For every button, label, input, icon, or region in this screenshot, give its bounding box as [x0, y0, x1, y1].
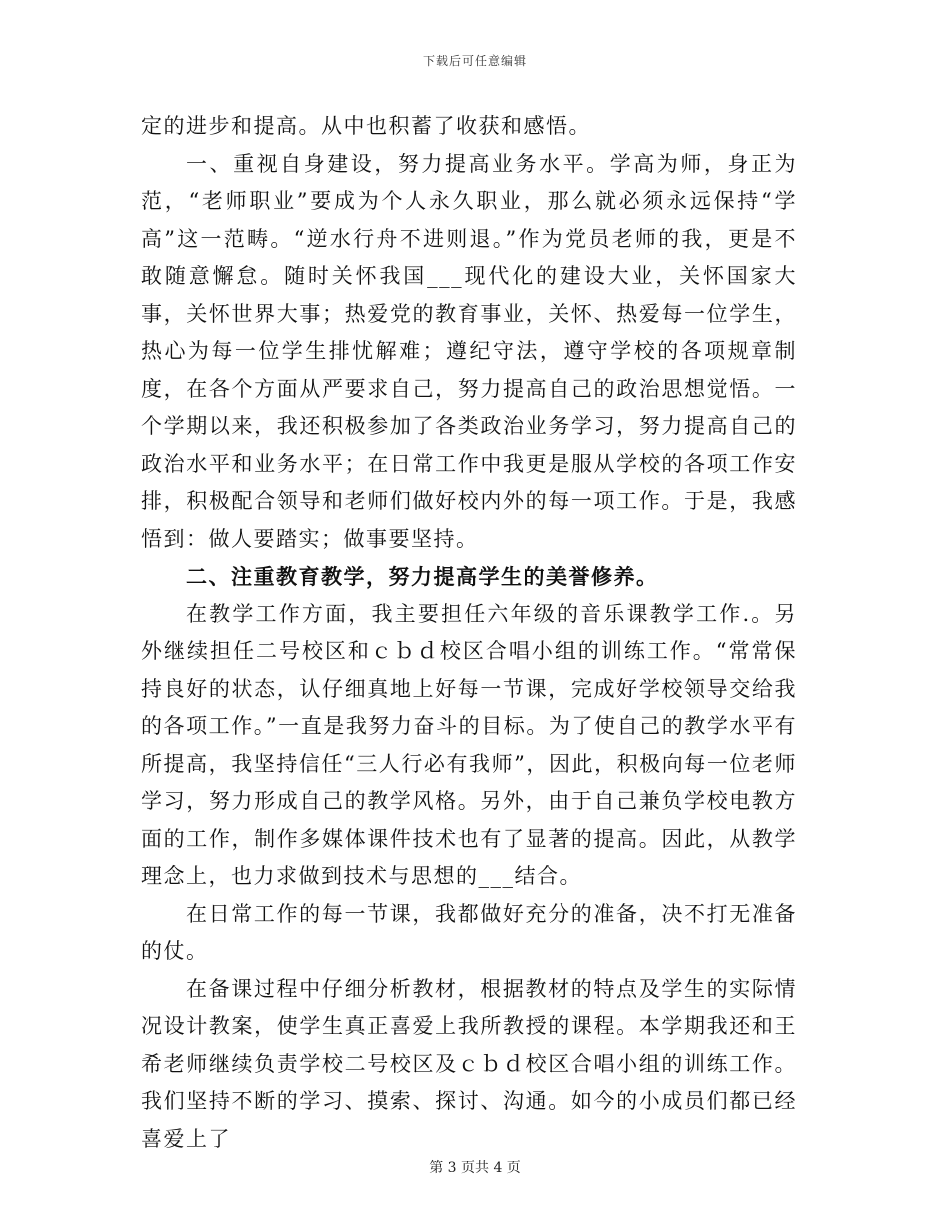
page-header: 下载后可任意编辑 [422, 54, 527, 68]
page-footer: 第 3 页共 4 页 [429, 1160, 521, 1176]
paragraph-continuation: 定的进步和提高。从中也积蓄了收获和感悟。 [141, 114, 591, 138]
document-body [141, 108, 797, 1158]
paragraph-daily-lessons: 在日常工作的每一节课，我都做好充分的准备，决不打无准备的仗。 [141, 901, 797, 963]
paragraph-teaching-work: 在教学工作方面，我主要担任六年级的音乐课教学工作.。另外继续担任二号校区和ｃｂｄ校区合唱小组的训练工作。“常常保持良好的状态，认仔细真地上好每一节课，完成好学校领导交给我的各项工作。”一直是我努力奋斗的目标。为了使自己的教学水平有所提高，我坚持信任“三人行必有我师”，因此，积极向每一位老师学习，努力形成自己的教学风格。另外，由于自己兼负学校电教方面的工作，制作多媒体课件技术也有了显著的提高。因此，从教学理念上，也力求做到技术与思想的___结合。 [141, 601, 797, 888]
paragraph-section-one: 一、重视自身建设，努力提高业务水平。学高为师，身正为范，“老师职业”要成为个人永久职业，那么就必须永远保持“学高”这一范畴。“逆水行舟不进则退。”作为党员老师的我，更是不敢随意懈怠。随时关怀我国___现代化的建设大业，关怀国家大事，关怀世界大事；热爱党的教育事业，关怀、热爱每一位学生，热心为每一位学生排忧解难；遵纪守法，遵守学校的各项规章制度，在各个方面从严要求自己，努力提高自己的政治思想觉悟。一个学期以来，我还积极参加了各类政治业务学习，努力提高自己的政治水平和业务水平；在日常工作中我更是服从学校的各项工作安排，积极配合领导和老师们做好校内外的每一项工作。于是，我感悟到：做人要踏实；做事要坚持。 [141, 151, 797, 551]
paragraph-lesson-prep: 在备课过程中仔细分析教材，根据教材的特点及学生的实际情况设计教案，使学生真正喜爱上我所教授的课程。本学期我还和王希老师继续负责学校二号校区及ｃｂｄ校区合唱小组的训练工作。我们坚持不断的学习、摸索、探讨、沟通。如今的小成员们都已经喜爱上了 [141, 976, 797, 1151]
section-heading-two: 二、注重教育教学，努力提高学生的美誉修养。 [186, 564, 659, 589]
